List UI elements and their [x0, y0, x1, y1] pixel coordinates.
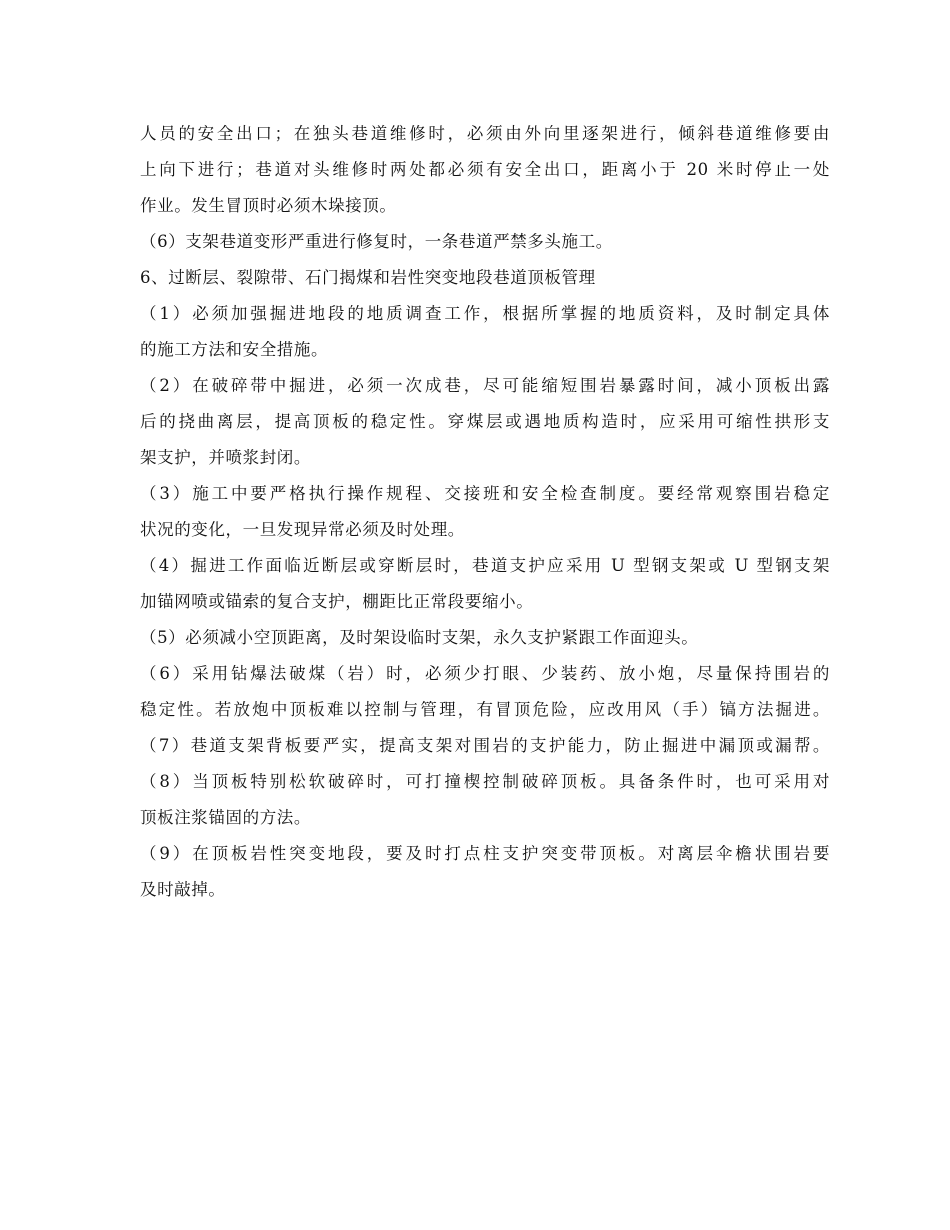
- section-heading: 6、过断层、裂隙带、石门揭煤和岩性突变地段巷道顶板管理: [140, 268, 596, 287]
- text-line-12: 状况的变化，一旦发现异常必须及时处理。: [140, 520, 465, 539]
- text-line-1: 人员的安全出口；在独头巷道维修时，必须由外向里逐架进行，倾斜巷道维修要由: [140, 124, 830, 143]
- text-line-21: （9）在顶板岩性突变地段，要及时打点柱支护突变带顶板。对离层伞檐状围岩要: [140, 844, 830, 863]
- document-body: [140, 116, 830, 908]
- text-line-15: （5）必须减小空顶距离，及时架设临时支架，永久支护紧跟工作面迎头。: [140, 628, 699, 647]
- text-line-17: 稳定性。若放炮中顶板难以控制与管理，有冒顶危险，应改用风（手）镐方法掘进。: [140, 700, 830, 719]
- text-line-3: 作业。发生冒顶时必须木垛接顶。: [140, 196, 397, 215]
- text-line-22: 及时敲掉。: [140, 880, 226, 899]
- text-line-4: （6）支架巷道变形严重进行修复时，一条巷道严禁多头施工。: [140, 232, 613, 251]
- text-line-19: （8）当顶板特别松软破碎时，可打撞楔控制破碎顶板。具备条件时，也可采用对: [140, 772, 830, 791]
- text-line-9: 后的挠曲离层，提高顶板的稳定性。穿煤层或遇地质构造时，应采用可缩性拱形支: [140, 412, 830, 431]
- text-line-20: 顶板注浆锚固的方法。: [140, 808, 311, 827]
- text-line-18: （7）巷道支架背板要严实，提高支架对围岩的支护能力，防止掘进中漏顶或漏帮。: [140, 736, 830, 755]
- text-line-6: （1）必须加强掘进地段的地质调查工作，根据所掌握的地质资料，及时制定具体: [140, 304, 830, 323]
- text-line-10: 架支护，并喷浆封闭。: [140, 448, 311, 467]
- text-line-8: （2）在破碎带中掘进，必须一次成巷，尽可能缩短围岩暴露时间，减小顶板出露: [140, 376, 830, 395]
- text-line-14: 加锚网喷或锚索的复合支护，棚距比正常段要缩小。: [140, 592, 534, 611]
- text-line-16: （6）采用钻爆法破煤（岩）时，必须少打眼、少装药、放小炮，尽量保持围岩的: [140, 664, 830, 683]
- text-line-7: 的施工方法和安全措施。: [140, 340, 329, 359]
- text-line-2: 上向下进行；巷道对头维修时两处都必须有安全出口，距离小于 20 米时停止一处: [140, 160, 830, 179]
- text-line-11: （3）施工中要严格执行操作规程、交接班和安全检查制度。要经常观察围岩稳定: [140, 484, 830, 503]
- text-line-13: （4）掘进工作面临近断层或穿断层时，巷道支护应采用 U 型钢支架或 U 型钢支架: [140, 556, 830, 575]
